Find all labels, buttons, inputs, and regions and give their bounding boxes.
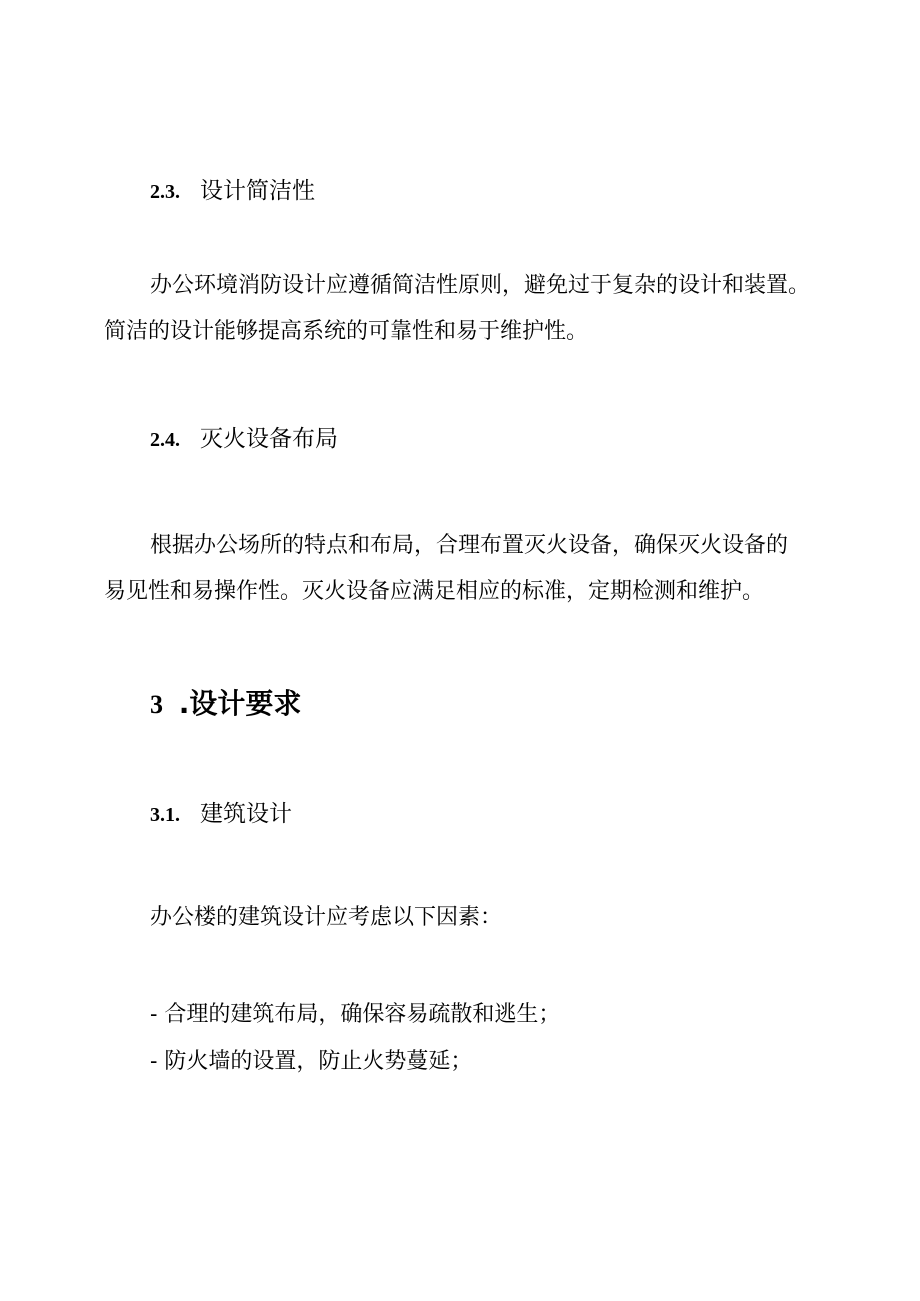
- section-2-4-number: 2.4.: [150, 429, 180, 451]
- section-2-4-heading: [150, 425, 338, 454]
- section-3-1-heading: [150, 800, 292, 829]
- section-3-title: .设计要求: [178, 687, 302, 720]
- section-2-4-title: 灭火设备布局: [200, 426, 338, 452]
- list-item: - 合理的建筑布局，确保容易疏散和逃生；: [150, 1002, 561, 1027]
- section-2-3-title: 设计简洁性: [200, 178, 315, 204]
- section-3-1-intro: 办公楼的建筑设计应考虑以下因素：: [150, 905, 503, 930]
- section-2-4-paragraph-line-2: 易见性和易操作性。灭火设备应满足相应的标准，定期检测和维护。: [104, 579, 765, 604]
- section-3-1-title: 建筑设计: [200, 801, 292, 827]
- section-3-1-number: 3.1.: [150, 804, 180, 826]
- section-2-3-number: 2.3.: [150, 181, 180, 203]
- section-2-4-paragraph-line-1: 根据办公场所的特点和布局，合理布置灭火设备，确保灭火设备的: [150, 533, 789, 558]
- section-2-3-paragraph-line-1: 办公环境消防设计应遵循简洁性原则，避免过于复杂的设计和装置。: [150, 273, 811, 298]
- section-2-3-paragraph-line-2: 简洁的设计能够提高系统的可靠性和易于维护性。: [104, 319, 589, 344]
- list-item: - 防火墙的设置，防止火势蔓延；: [150, 1049, 473, 1074]
- section-3-heading: [150, 687, 301, 722]
- section-3-number: 3: [150, 690, 163, 719]
- section-2-3-heading: [150, 177, 315, 206]
